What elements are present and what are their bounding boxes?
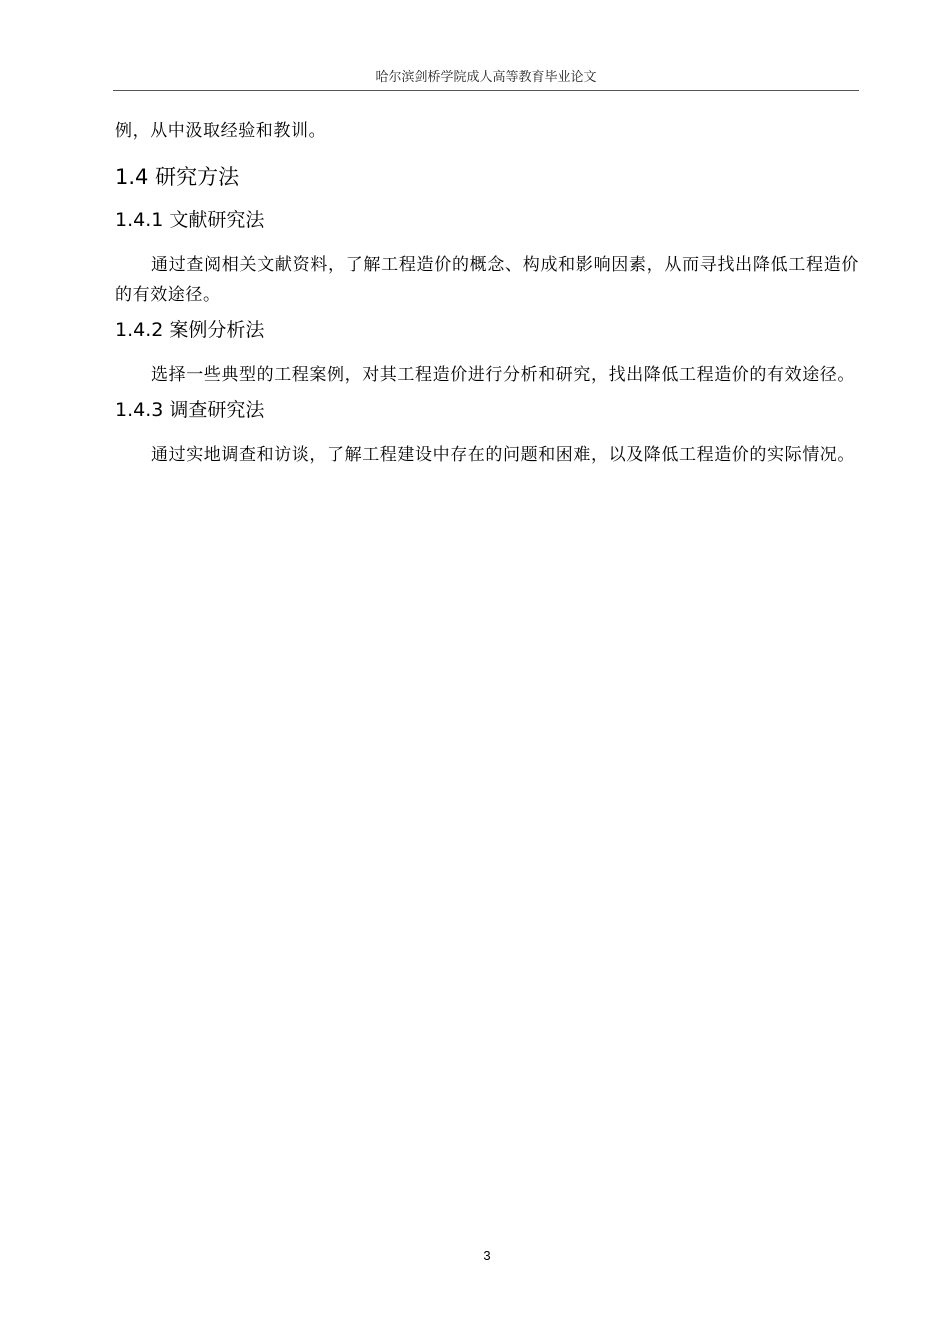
subsection-literature	[115, 206, 859, 310]
subsection-case-analysis	[115, 316, 859, 390]
page-header	[113, 70, 859, 91]
subsection-paragraph: 通过实地调查和访谈，了解工程建设中存在的问题和困难，以及降低工程造价的实际情况。	[151, 445, 855, 465]
subsection-heading: 1.4.2 案例分析法	[115, 319, 265, 341]
subsection-survey	[115, 396, 859, 470]
subsection-heading: 1.4.3 调查研究法	[115, 399, 265, 421]
header-title: 哈尔滨剑桥学院成人高等教育毕业论文	[375, 70, 597, 85]
intro-paragraph: 例，从中汲取经验和教训。	[115, 121, 327, 141]
subsection-paragraph: 通过查阅相关文献资料，了解工程造价的概念、构成和影响因素，从而寻找出降低工程造价的有效途径。	[115, 255, 859, 305]
page-number: 3	[483, 1248, 491, 1263]
subsection-paragraph: 选择一些典型的工程案例，对其工程造价进行分析和研究，找出降低工程造价的有效途径。	[151, 365, 855, 385]
subsection-heading: 1.4.1 文献研究法	[115, 209, 265, 231]
section-heading: 1.4 研究方法	[115, 165, 240, 189]
document-body	[115, 116, 859, 476]
